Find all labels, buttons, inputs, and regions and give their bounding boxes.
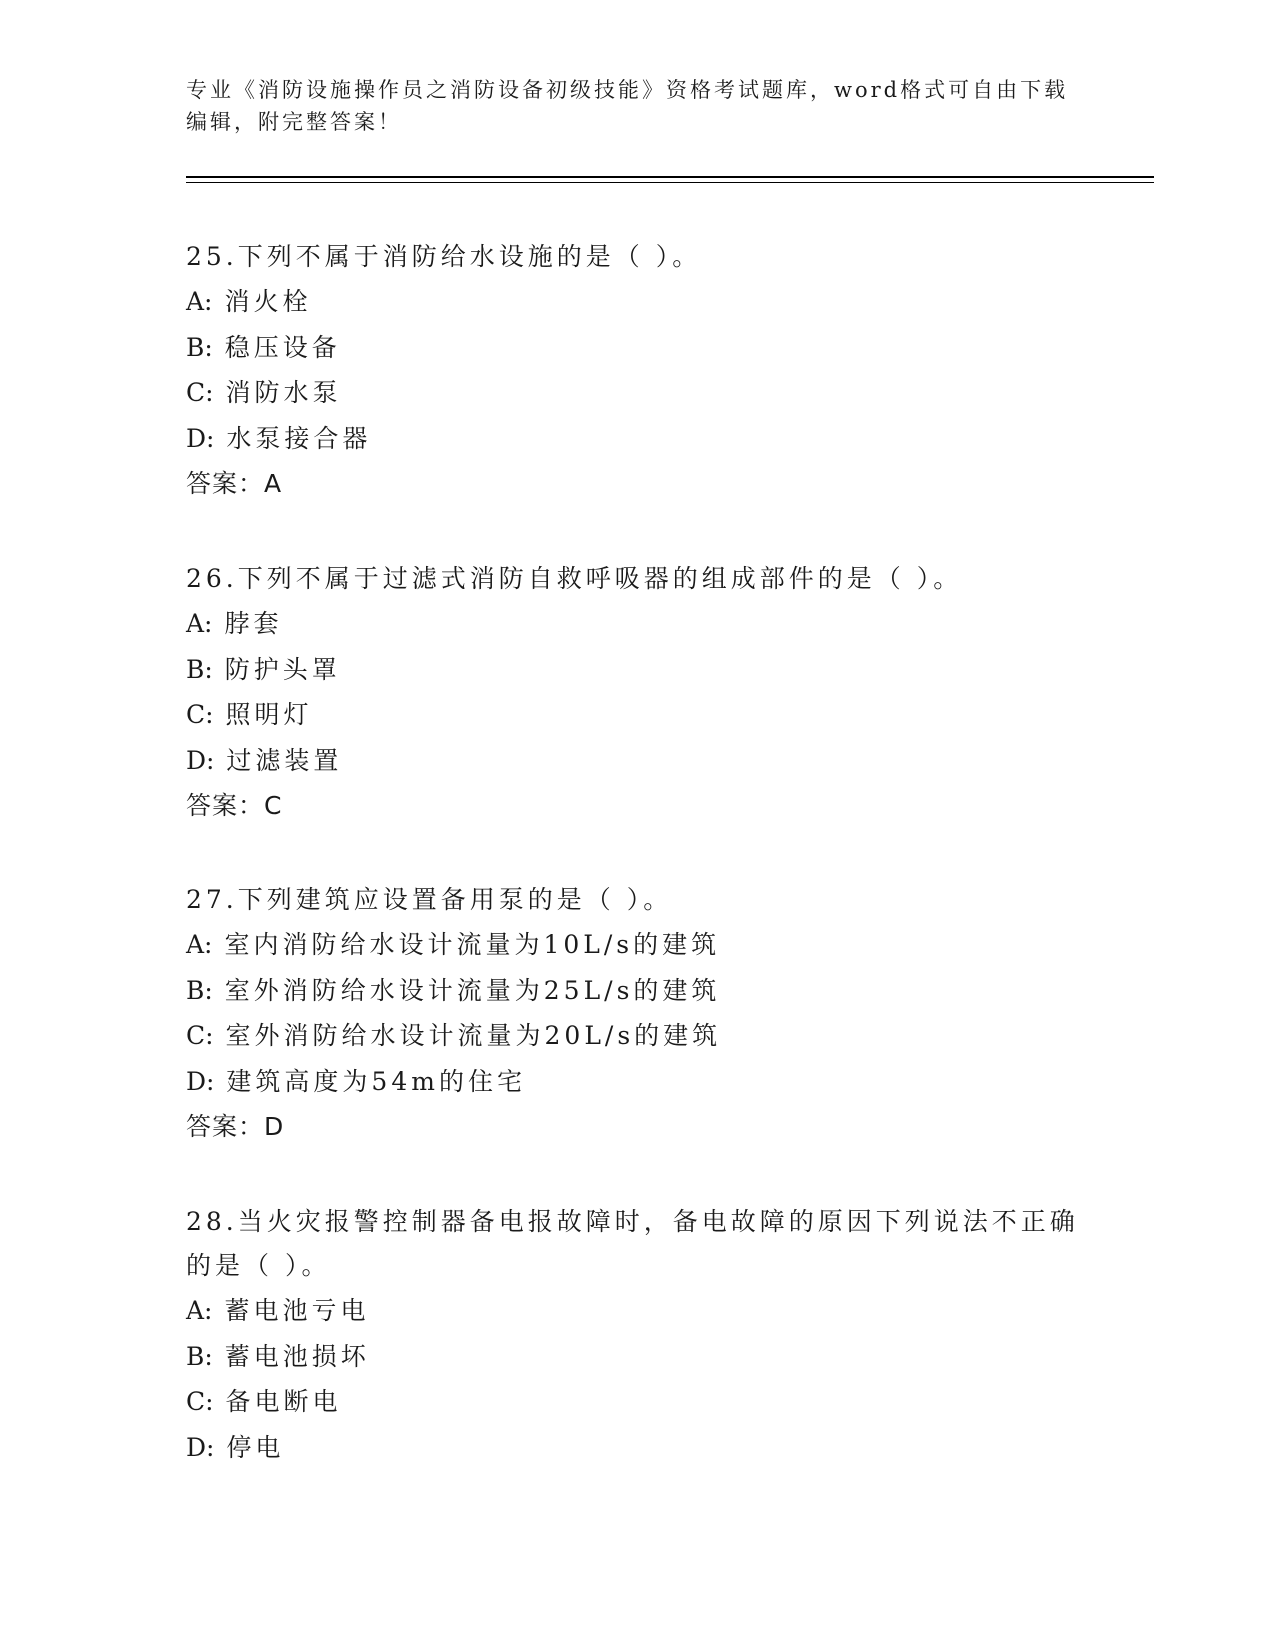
option-c <box>186 1379 1106 1425</box>
option-text: 停电 <box>226 1432 285 1462</box>
option-d <box>186 738 1106 784</box>
option-d <box>186 1059 1106 1105</box>
option-label: B: <box>186 975 213 1005</box>
option-a <box>186 922 1106 968</box>
option-label: A: <box>186 609 213 638</box>
option-text: 稳压设备 <box>224 332 341 362</box>
option-c <box>186 692 1106 738</box>
option-label: A: <box>186 1296 213 1325</box>
option-label: D: <box>186 745 215 775</box>
option-text: 消防水泵 <box>225 378 342 407</box>
question-title: 25.下列不属于消防给水设施的是（ ）。 <box>186 242 702 271</box>
document-header: 专业《消防设施操作员之消防设备初级技能》资格考试题库，word格式可自由下载编辑，附完整答案！ <box>186 78 1069 134</box>
question-25 <box>186 235 1106 506</box>
option-d <box>186 416 1106 462</box>
question-title: 26.下列不属于过滤式消防自救呼吸器的组成部件的是（ ）。 <box>186 564 963 593</box>
header-rule-thick <box>186 176 1154 178</box>
option-label: D: <box>186 1432 215 1462</box>
option-a <box>186 601 1106 647</box>
option-label: A: <box>186 930 213 959</box>
option-label: D: <box>186 423 215 453</box>
option-text: 室外消防给水设计流量为25L/s的建筑 <box>224 975 721 1005</box>
option-d <box>186 1425 1106 1471</box>
option-text: 脖套 <box>224 609 283 638</box>
option-text: 防护头罩 <box>224 654 341 684</box>
question-28 <box>186 1200 1106 1470</box>
option-c <box>186 1013 1106 1059</box>
option-text: 蓄电池损坏 <box>224 1341 370 1371</box>
option-label: C: <box>186 1387 214 1416</box>
option-text: 照明灯 <box>225 700 313 729</box>
question-title: 27.下列建筑应设置备用泵的是（ ）。 <box>186 885 673 914</box>
option-text: 备电断电 <box>225 1387 342 1416</box>
option-b <box>186 968 1106 1014</box>
option-text: 建筑高度为54m的住宅 <box>226 1066 526 1096</box>
option-b <box>186 647 1106 693</box>
option-text: 蓄电池亏电 <box>224 1296 370 1325</box>
option-label: C: <box>186 1021 214 1050</box>
option-text: 水泵接合器 <box>226 423 372 453</box>
option-label: D: <box>186 1066 215 1096</box>
option-a <box>186 279 1106 325</box>
option-label: C: <box>186 700 214 729</box>
option-label: C: <box>186 378 214 407</box>
option-text: 室内消防给水设计流量为10L/s的建筑 <box>224 930 721 959</box>
option-text: 过滤装置 <box>226 745 343 775</box>
question-title: 28.当火灾报警控制器备电报故障时，备电故障的原因下列说法不正确的是（ ）。 <box>186 1207 1079 1280</box>
option-label: B: <box>186 1341 213 1371</box>
answer: 答案：C <box>186 791 283 820</box>
header-rule-thin <box>186 182 1154 183</box>
option-text: 室外消防给水设计流量为20L/s的建筑 <box>225 1021 722 1050</box>
option-a <box>186 1288 1106 1334</box>
option-b <box>186 1334 1106 1380</box>
question-26 <box>186 557 1106 828</box>
question-27 <box>186 878 1106 1149</box>
option-b <box>186 325 1106 371</box>
option-label: A: <box>186 287 213 316</box>
answer: 答案：D <box>186 1112 285 1141</box>
option-label: B: <box>186 654 213 684</box>
option-text: 消火栓 <box>224 287 312 316</box>
answer: 答案：A <box>186 469 283 498</box>
option-label: B: <box>186 332 213 362</box>
option-c <box>186 370 1106 416</box>
